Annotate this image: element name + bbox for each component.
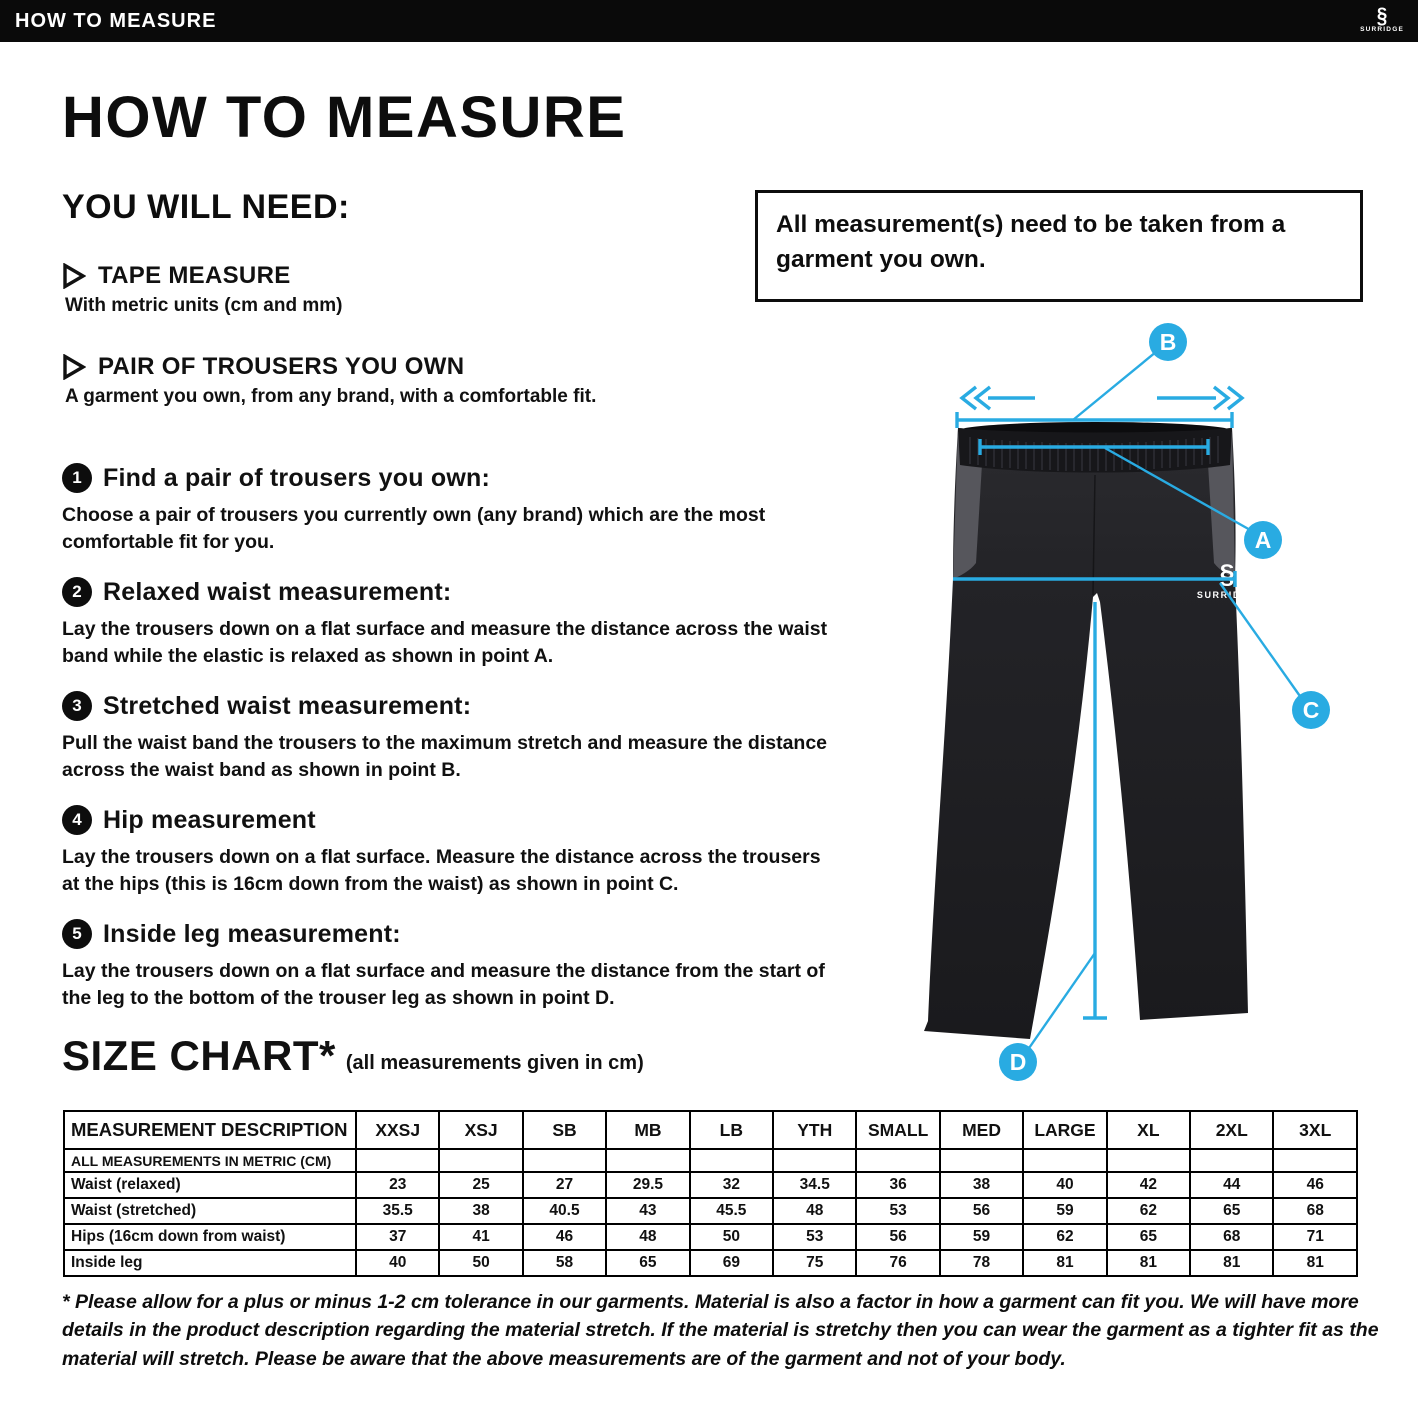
step-title: Inside leg measurement: <box>103 919 401 948</box>
need-item-description: With metric units (cm and mm) <box>65 295 343 316</box>
step-4 <box>62 805 837 899</box>
size-chart-value: 75 <box>773 1250 856 1276</box>
size-chart-subtitle: (all measurements given in cm) <box>345 1052 644 1074</box>
size-chart-header-row <box>64 1111 1357 1149</box>
page-title: HOW TO MEASURE <box>62 85 627 150</box>
svg-text:B: B <box>1159 329 1177 355</box>
size-chart-value: 65 <box>606 1250 689 1276</box>
step-title: Find a pair of trousers you own: <box>103 463 490 492</box>
triangle-bullet-icon <box>62 263 86 289</box>
step-body: Pull the waist band the trousers to the maximum stretch and measure the distance across the waist band as shown in point B. <box>62 732 828 782</box>
size-chart-value: 29.5 <box>606 1172 689 1198</box>
svg-text:§: § <box>1219 559 1235 589</box>
size-chart-empty-cell <box>1190 1149 1273 1172</box>
point-b-badge <box>1149 323 1187 361</box>
step-3 <box>62 691 837 785</box>
size-chart-value: 59 <box>940 1224 1023 1250</box>
size-chart-value: 23 <box>356 1172 439 1198</box>
top-bar <box>0 0 1418 42</box>
size-chart-title: SIZE CHART* <box>62 1032 336 1079</box>
size-chart-value: 44 <box>1190 1172 1273 1198</box>
size-chart-empty-cell <box>940 1149 1023 1172</box>
trouser-measurement-diagram <box>900 315 1370 1105</box>
size-chart-column-header: SB <box>523 1111 606 1149</box>
size-chart-column-header: XL <box>1107 1111 1190 1149</box>
step-body: Lay the trousers down on a flat surface and measure the distance from the start of the leg to the bottom of the trouser leg as shown in point D. <box>62 960 825 1010</box>
size-chart-empty-cell <box>1023 1149 1106 1172</box>
point-c-badge <box>1292 691 1330 729</box>
size-chart-value: 25 <box>439 1172 522 1198</box>
size-chart-value: 53 <box>856 1198 939 1224</box>
size-chart-value: 38 <box>940 1172 1023 1198</box>
size-chart-value: 68 <box>1190 1224 1273 1250</box>
size-chart-value: 45.5 <box>690 1198 773 1224</box>
size-chart-column-header: LARGE <box>1023 1111 1106 1149</box>
step-number-badge: 2 <box>62 577 92 607</box>
size-chart-value: 40.5 <box>523 1198 606 1224</box>
step-5 <box>62 919 837 1013</box>
size-chart-value: 37 <box>356 1224 439 1250</box>
size-chart-value: 65 <box>1107 1224 1190 1250</box>
point-a-badge <box>1244 521 1282 559</box>
size-chart-value: 81 <box>1023 1250 1106 1276</box>
size-chart-heading <box>62 1032 644 1080</box>
step-body: Lay the trousers down on a flat surface and measure the distance across the waist band while the elastic is relaxed as shown in point A. <box>62 618 828 668</box>
svg-text:A: A <box>1254 527 1272 553</box>
svg-text:D: D <box>1009 1049 1027 1075</box>
notice-text: All measurement(s) need to be taken from a garment you own. <box>776 211 1286 273</box>
size-chart-value: 34.5 <box>773 1172 856 1198</box>
size-chart-value: 58 <box>523 1250 606 1276</box>
size-chart-value: 56 <box>940 1198 1023 1224</box>
surridge-logo <box>1360 4 1418 34</box>
size-chart-row <box>64 1224 1357 1250</box>
step-1 <box>62 463 837 557</box>
need-item-label: TAPE MEASURE <box>98 262 291 289</box>
size-chart-unit-row <box>64 1149 1357 1172</box>
size-chart-value: 41 <box>439 1224 522 1250</box>
size-chart-empty-cell <box>1273 1149 1357 1172</box>
step-number-badge: 4 <box>62 805 92 835</box>
size-chart-row <box>64 1172 1357 1198</box>
size-chart-row <box>64 1198 1357 1224</box>
measure-line-d <box>1083 602 1107 1018</box>
size-chart-empty-cell <box>690 1149 773 1172</box>
size-chart-value: 59 <box>1023 1198 1106 1224</box>
size-chart-value: 53 <box>773 1224 856 1250</box>
step-number-badge: 3 <box>62 691 92 721</box>
size-chart-table <box>63 1110 1358 1277</box>
you-will-need-title: YOU WILL NEED: <box>62 188 350 226</box>
size-chart-column-header: LB <box>690 1111 773 1149</box>
step-title: Relaxed waist measurement: <box>103 577 452 606</box>
size-chart-column-header: YTH <box>773 1111 856 1149</box>
top-bar-title: HOW TO MEASURE <box>15 9 217 32</box>
size-chart-value: 81 <box>1107 1250 1190 1276</box>
point-d-badge <box>999 1043 1037 1081</box>
size-chart-value: 62 <box>1023 1224 1106 1250</box>
size-chart-empty-cell <box>356 1149 439 1172</box>
size-chart-value: 50 <box>690 1224 773 1250</box>
leader-line-b <box>1073 347 1162 420</box>
step-body: Choose a pair of trousers you currently own (any brand) which are the most comfortable fit for you. <box>62 504 766 554</box>
need-item-tape-measure <box>62 262 702 317</box>
size-chart-empty-cell <box>856 1149 939 1172</box>
step-title: Hip measurement <box>103 805 316 834</box>
size-chart-value: 76 <box>856 1250 939 1276</box>
surridge-wordmark: SURRIDGE <box>1360 26 1404 34</box>
size-chart-value: 38 <box>439 1198 522 1224</box>
size-chart-value: 65 <box>1190 1198 1273 1224</box>
size-chart-value: 40 <box>1023 1172 1106 1198</box>
size-chart-value: 48 <box>606 1224 689 1250</box>
size-chart-value: 81 <box>1273 1250 1357 1276</box>
size-chart-value: 40 <box>356 1250 439 1276</box>
step-number-badge: 5 <box>62 919 92 949</box>
size-chart-column-header: SMALL <box>856 1111 939 1149</box>
footnote-text: * Please allow for a plus or minus 1-2 cm tolerance in our garments. Material is also a factor in how a garment can fit you. We will have more details in the product description regarding the material stretch. If the material is stretchy then you can wear the garment as a tighter fit as the material will stretch. Please be aware that the above measurements are of the garment and not of your body. <box>62 1291 1379 1370</box>
size-chart-empty-cell <box>606 1149 689 1172</box>
size-chart-row <box>64 1250 1357 1276</box>
need-item-trousers <box>62 353 702 408</box>
size-chart-column-header: 2XL <box>1190 1111 1273 1149</box>
size-chart-value: 71 <box>1273 1224 1357 1250</box>
size-chart-value: 81 <box>1190 1250 1273 1276</box>
size-chart-value: 69 <box>690 1250 773 1276</box>
size-chart-unit-label: ALL MEASUREMENTS IN METRIC (CM) <box>64 1149 356 1172</box>
size-chart-value: 35.5 <box>356 1198 439 1224</box>
size-chart-value: 43 <box>606 1198 689 1224</box>
size-chart-value: 46 <box>1273 1172 1357 1198</box>
size-chart-value: 78 <box>940 1250 1023 1276</box>
size-chart-value: 68 <box>1273 1198 1357 1224</box>
svg-text:C: C <box>1302 697 1320 723</box>
size-chart-value: 27 <box>523 1172 606 1198</box>
step-body: Lay the trousers down on a flat surface. Measure the distance across the trousers at the hips (this is 16cm down from the waist) as shown in point C. <box>62 846 821 896</box>
triangle-bullet-icon <box>62 354 86 380</box>
size-chart-value: 48 <box>773 1198 856 1224</box>
size-chart-value: 32 <box>690 1172 773 1198</box>
need-item-description: A garment you own, from any brand, with a comfortable fit. <box>65 386 597 407</box>
size-chart-value: 62 <box>1107 1198 1190 1224</box>
size-chart-row-label: Hips (16cm down from waist) <box>64 1224 356 1250</box>
size-chart-row-label: Inside leg <box>64 1250 356 1276</box>
stretch-arrows-icon <box>962 387 1242 409</box>
size-chart-value: 36 <box>856 1172 939 1198</box>
size-chart-column-header: MED <box>940 1111 1023 1149</box>
need-item-label: PAIR OF TROUSERS YOU OWN <box>98 353 465 380</box>
size-chart-empty-cell <box>1107 1149 1190 1172</box>
size-chart-column-header: MB <box>606 1111 689 1149</box>
size-chart-empty-cell <box>773 1149 856 1172</box>
size-chart-row-label: Waist (relaxed) <box>64 1172 356 1198</box>
size-chart-row-label: Waist (stretched) <box>64 1198 356 1224</box>
size-chart-value: 46 <box>523 1224 606 1250</box>
trousers-image <box>924 422 1257 1039</box>
size-chart-value: 50 <box>439 1250 522 1276</box>
svg-text:SURRIDGE: SURRIDGE <box>1196 590 1258 600</box>
size-chart-column-header: MEASUREMENT DESCRIPTION <box>64 1111 356 1149</box>
size-chart-empty-cell <box>523 1149 606 1172</box>
size-chart-empty-cell <box>439 1149 522 1172</box>
step-2 <box>62 577 837 671</box>
size-chart-value: 56 <box>856 1224 939 1250</box>
size-chart-column-header: XXSJ <box>356 1111 439 1149</box>
size-chart-column-header: XSJ <box>439 1111 522 1149</box>
surridge-s-icon: § <box>1376 4 1388 29</box>
step-title: Stretched waist measurement: <box>103 691 472 720</box>
notice-box <box>755 190 1363 302</box>
step-number-badge: 1 <box>62 463 92 493</box>
size-chart-column-header: 3XL <box>1273 1111 1357 1149</box>
size-chart-value: 42 <box>1107 1172 1190 1198</box>
